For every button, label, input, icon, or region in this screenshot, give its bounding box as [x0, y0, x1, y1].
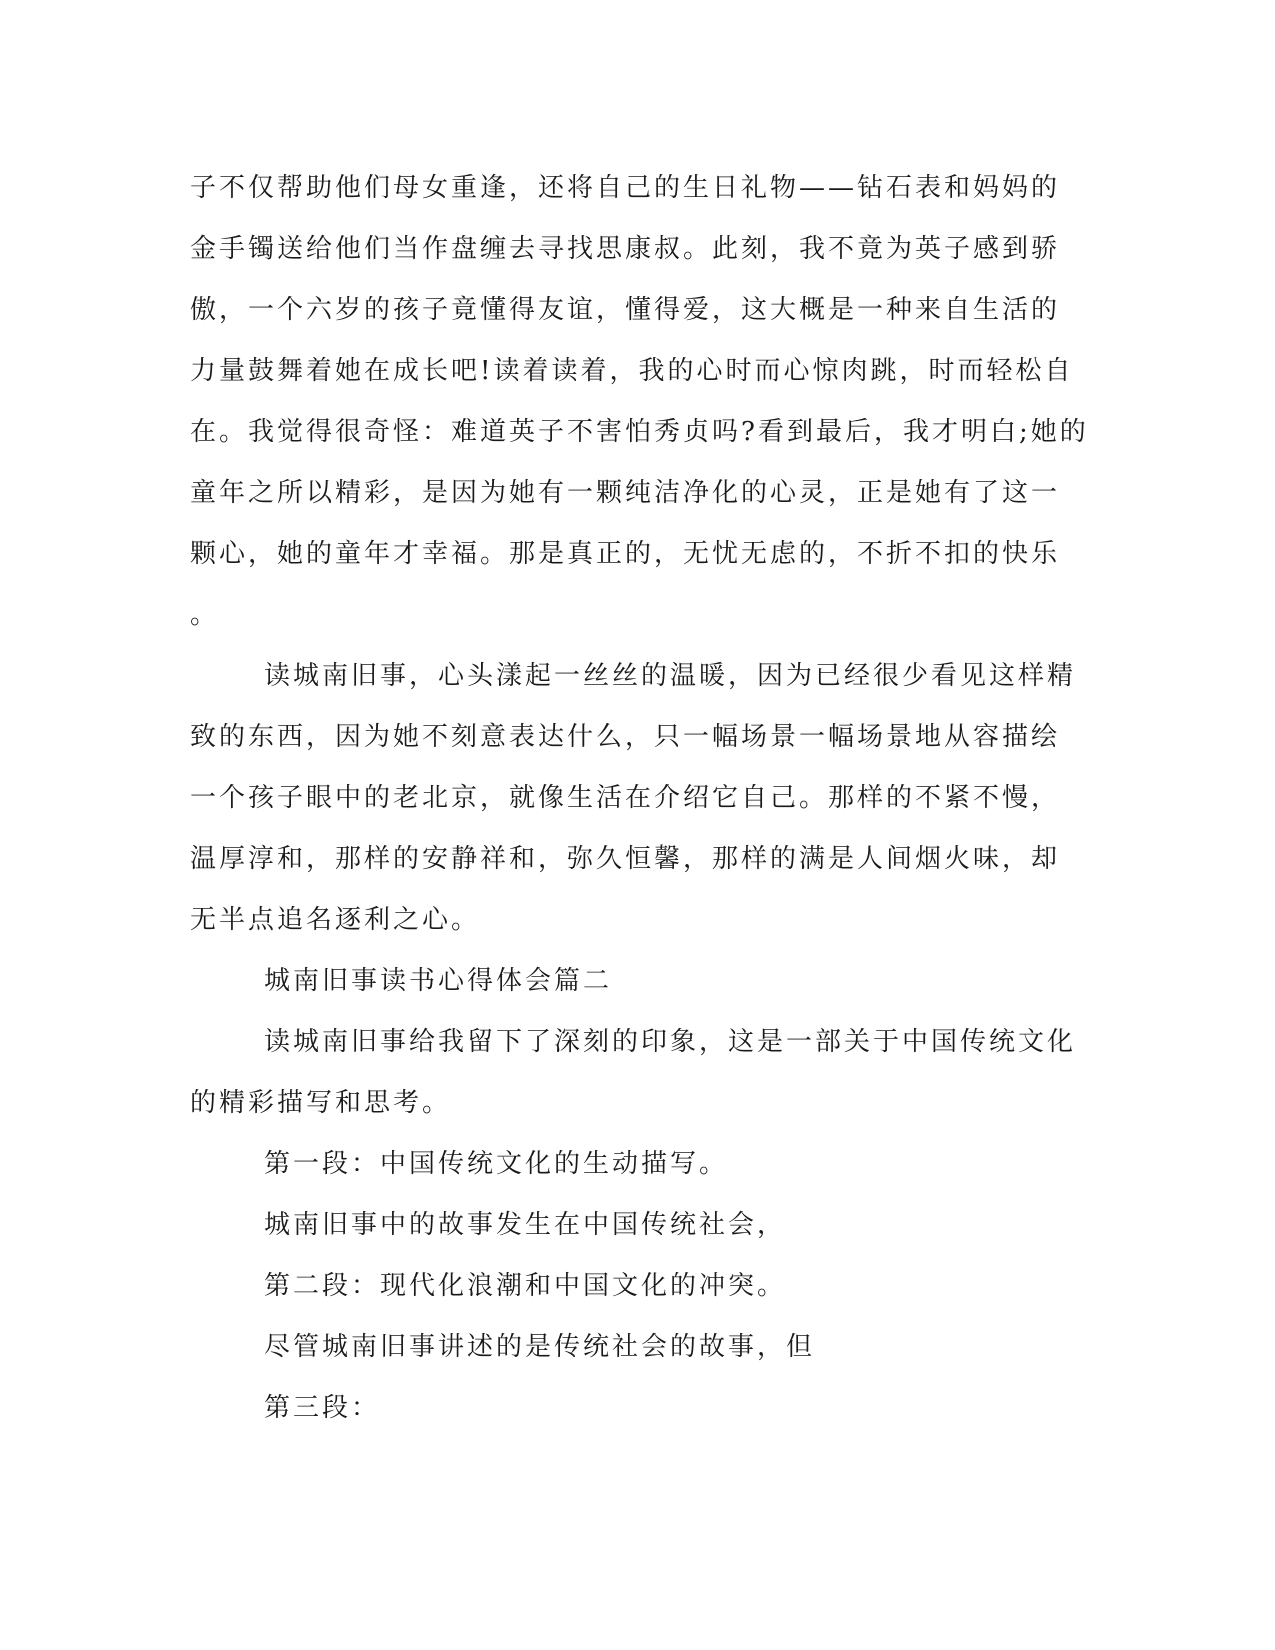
text-line: 傲，一个六岁的孩子竟懂得友谊，懂得爱，这大概是一种来自生活的: [190, 295, 1061, 325]
text-line: 童年之所以精彩，是因为她有一颗纯洁净化的心灵，正是她有了这一: [190, 478, 1061, 508]
section-1-text: 城南旧事中的故事发生在中国传统社会，: [264, 1210, 787, 1240]
section-2-title: 第二段：现代化浪潮和中国文化的冲突。: [264, 1271, 787, 1301]
text-line: 读城南旧事，心头漾起一丝丝的温暖，因为已经很少看见这样精: [264, 661, 1077, 691]
section-2-text: 尽管城南旧事讲述的是传统社会的故事，但: [264, 1332, 816, 1362]
article-heading: 城南旧事读书心得体会篇二: [264, 966, 613, 996]
section-1-title: 第一段：中国传统文化的生动描写。: [264, 1149, 729, 1179]
text-line: 无半点追名逐利之心。: [190, 905, 481, 935]
document-body: [190, 158, 1089, 1439]
text-line: 。: [190, 600, 220, 630]
text-line: 温厚淳和，那样的安静祥和，弥久恒馨，那样的满是人间烟火味，却: [190, 844, 1061, 874]
text-line: 致的东西，因为她不刻意表达什么，只一幅场景一幅场景地从容描绘: [190, 722, 1061, 752]
text-line: 颗心，她的童年才幸福。那是真正的，无忧无虑的，不折不扣的快乐: [190, 539, 1061, 569]
paragraph-introduction: [190, 1012, 1080, 1134]
text-line: 一个孩子眼中的老北京，就像生活在介绍它自己。那样的不紧不慢，: [190, 783, 1061, 813]
text-line: 力量鼓舞着她在成长吧!读着读着，我的心时而心惊肉跳，时而轻松自: [190, 356, 1074, 386]
text-line: 金手镯送给他们当作盘缠去寻找思康叔。此刻，我不竟为英子感到骄: [190, 234, 1061, 264]
text-line: 在。我觉得很奇怪：难道英子不害怕秀贞吗?看到最后，我才明白;她的: [190, 417, 1089, 447]
text-line: 的精彩描写和思考。: [190, 1088, 452, 1118]
text-line: 子不仅帮助他们母女重逢，还将自己的生日礼物——钻石表和妈妈的: [190, 173, 1061, 203]
paragraph-continuation: [190, 158, 1089, 646]
text-line: 读城南旧事给我留下了深刻的印象，这是一部关于中国传统文化: [264, 1027, 1077, 1057]
paragraph-reading-reflection: [190, 646, 1080, 951]
section-3-title: 第三段：: [264, 1393, 381, 1423]
